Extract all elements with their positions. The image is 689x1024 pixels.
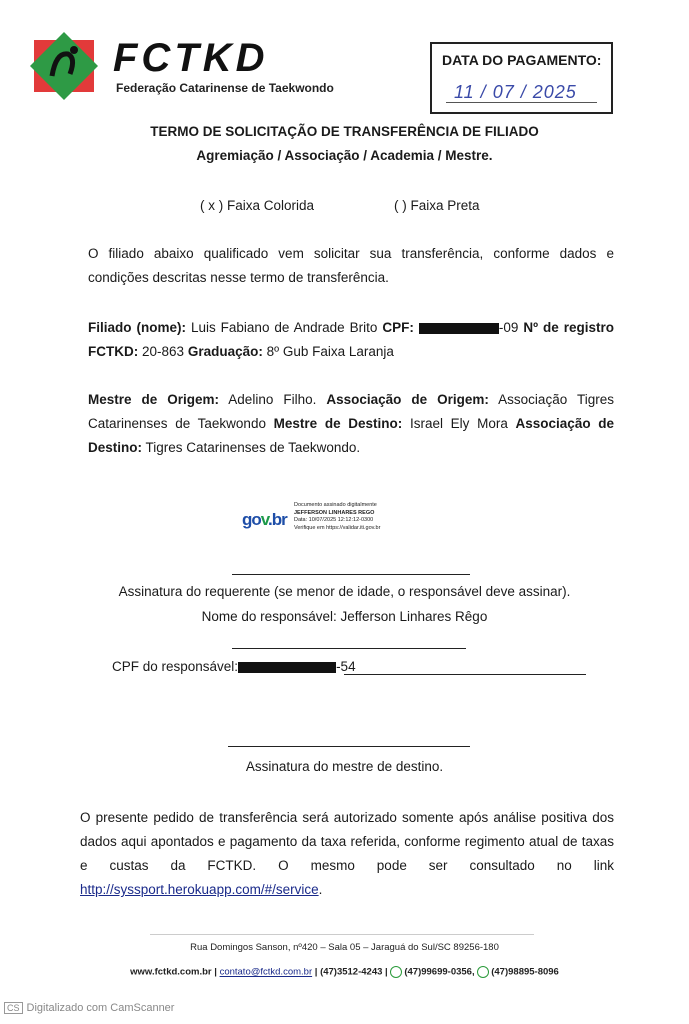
origin-assoc: Associação Tigres Catarinenses de Taekwondo	[88, 392, 614, 431]
whatsapp-icon	[390, 966, 402, 978]
footer-address: Rua Domingos Sanson, nº420 – Sala 05 – Jaraguá do Sul/SC 89256-180	[190, 942, 499, 953]
payment-date-box	[430, 42, 613, 114]
requester-signature-line	[232, 574, 470, 575]
stamp-signer: JEFFERSON LINHARES REGO	[294, 509, 375, 516]
masters-paragraph	[88, 388, 614, 460]
dest-master: Israel Ely Mora	[409, 416, 508, 431]
redaction-bar	[419, 323, 499, 334]
signature-stamp-text	[294, 502, 380, 532]
payment-date-handwritten: 11 / 07 / 2025	[454, 82, 577, 102]
org-abbreviation: FCTKD	[113, 36, 269, 80]
camscanner-watermark	[4, 1002, 174, 1014]
athlete-reg: 20-863	[142, 344, 185, 359]
stamp-verify: Verifique em https://validar.iti.gov.br	[294, 524, 381, 531]
responsible-line	[232, 648, 466, 649]
footer-separator: |	[385, 966, 388, 978]
document-subtitle: Agremiação / Associação / Academia / Mestre.	[196, 148, 493, 163]
belt-option-black: ( ) Faixa Preta	[394, 198, 480, 213]
whatsapp-icon	[477, 966, 489, 978]
athlete-reg-label: Nº de registro FCTKD:	[88, 320, 614, 359]
closing-text: O presente pedido de transferência será autorizado somente após análise positiva dos dados aqui apontados e pagamento da taxa referida, conforme regimento atual de taxas e custas da FCTKD. O mesmo pode ser consultado no link	[80, 810, 614, 873]
footer-email[interactable]: contato@fctkd.com.br	[219, 966, 313, 978]
dest-assoc-label: Associação de Destino:	[88, 416, 614, 455]
footer-contacts	[0, 966, 689, 978]
master-signature-caption: Assinatura do mestre de destino.	[245, 759, 444, 774]
footer-site: www.fctkd.com.br	[130, 966, 212, 978]
intro-paragraph: O filiado abaixo qualificado vem solicitar sua transferência, conforme dados e condições descritas nesse termo de transferência.	[88, 246, 614, 285]
govbr-logo: gov.br	[242, 510, 287, 529]
athlete-name-label: Filiado (nome):	[88, 320, 186, 335]
responsible-cpf	[112, 659, 356, 674]
responsible-cpf-suffix: -54	[336, 659, 356, 674]
footer-whatsapp-2: (47)98895-8096	[491, 966, 559, 978]
camscanner-text: Digitalizado com CamScanner	[26, 1002, 175, 1014]
footer-separator: |	[314, 966, 318, 978]
responsible-cpf-label: CPF do responsável:	[112, 659, 239, 674]
athlete-name: Luis Fabiano de Andrade Brito	[190, 320, 378, 335]
camscanner-icon: CS	[4, 1002, 23, 1014]
document-title: TERMO DE SOLICITAÇÃO DE TRANSFERÊNCIA DE FILIADO	[150, 124, 539, 139]
redaction-bar	[238, 662, 336, 673]
requester-signature-caption: Assinatura do requerente (se menor de idade, o responsável deve assinar).	[118, 584, 571, 599]
master-signature-line	[228, 746, 470, 747]
athlete-cpf-label: CPF:	[382, 320, 414, 335]
footer-divider	[150, 934, 534, 935]
service-link[interactable]: http://syssport.herokuapp.com/#/service	[80, 882, 319, 897]
fctkd-logo	[30, 32, 98, 100]
stamp-date: Data: 10/07/2025 12:12:12-0300	[294, 517, 374, 523]
belt-option-colored: ( x ) Faixa Colorida	[200, 198, 315, 213]
cpf-underline	[344, 674, 586, 675]
payment-date-label: DATA DO PAGAMENTO:	[442, 52, 602, 68]
athlete-cpf-suffix: -09	[498, 320, 519, 335]
responsible-name: Nome do responsável: Jefferson Linhares Rêgo	[201, 609, 488, 624]
closing-period: .	[318, 882, 323, 897]
footer-phone: (47)3512-4243	[320, 966, 383, 978]
closing-paragraph	[80, 806, 614, 902]
payment-date-underline	[446, 102, 597, 103]
origin-master: Adelino Filho.	[228, 392, 317, 407]
dest-assoc: Tigres Catarinenses de Taekwondo.	[145, 440, 361, 455]
stamp-line-1: Documento assinado digitalmente	[294, 502, 377, 508]
footer-whatsapp-1: (47)99699-0356,	[404, 966, 475, 978]
org-name: Federação Catarinense de Taekwondo	[116, 81, 334, 95]
origin-assoc-label: Associação de Origem:	[326, 392, 489, 407]
athlete-grad: 8º Gub Faixa Laranja	[266, 344, 394, 359]
origin-master-label: Mestre de Origem:	[88, 392, 220, 407]
digital-signature-stamp	[242, 500, 422, 546]
dest-master-label: Mestre de Destino:	[273, 416, 403, 431]
footer-separator: |	[214, 966, 217, 978]
athlete-paragraph	[88, 316, 614, 364]
athlete-grad-label: Graduação:	[187, 344, 263, 359]
